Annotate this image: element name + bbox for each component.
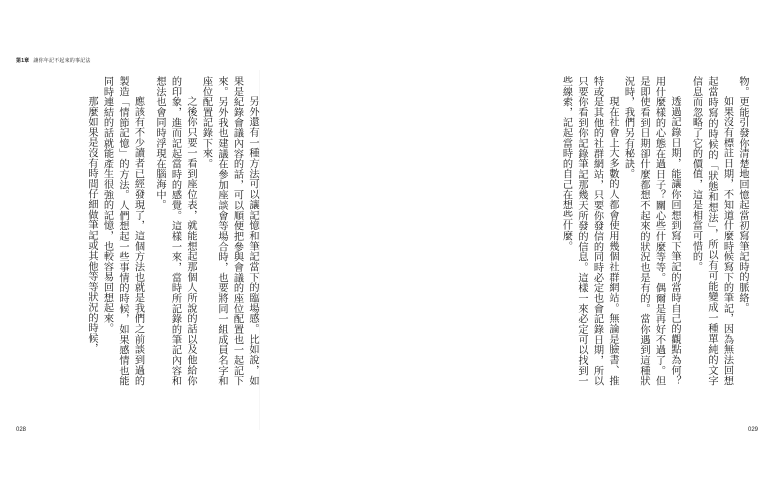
paragraph: 物。更能引發你清楚地回憶起當初寫筆記時的脈絡。 [737,76,748,313]
running-head [16,57,91,64]
right-page-text [552,76,750,386]
paragraph: 如果沒有標註日期，不知道什麼時候寫下的筆記，因為無法回想起當時寫的時候的「狀態和想法」，所以有可能變成一種單純的文字信息而忽略了它的價值，這是相當可惜的。 [690,76,733,386]
paragraph: 之後你只要一看到座位表，就能想起那個人所說的話以及他給你的印象，進而記起當時的感覺。這樣一來，當時所記錄的筆記內容和想法也會同時浮現在腦海中。 [154,76,196,386]
paragraph: 現在社會上大多數的人都會使用幾個社群網站。無論是臉書、推特或是其他的社群網站，只要你發信的同時必定也會記錄日期，所以只要你看到你記錄筆記那幾天所發的信息。這樣一來必定可以找到一些線索，記起當時的自己在想些什麼。 [560,76,618,386]
left-page [0,0,260,500]
running-head-title: 讓你年記不起來的事記法 [33,58,91,64]
paragraph: 透過記錄日期，能讓你回想到寫下筆記的當時自己的觀點為何？用什麼樣的心態在過日子？關心些什麼等等。偶爾是再好不過了。但是即使看到日期卻什麼都想不起來的狀況也是有的。當你遇到這種狀況時，我們另有秘訣。 [622,76,680,386]
running-head-part: 第1章 [16,58,30,64]
left-page-text [86,76,260,386]
paragraph-spacer [146,76,152,386]
right-page [260,0,758,500]
page-number-left: 028 [16,427,27,433]
paragraph: 應該有不少讀者已經發現了，這個方法也就是我們之前談到過的製造「情節記憶」的方法。人們想起一些事情的時候，如果感情也能同時連結的話就能產生很強的記憶，也較容易回想起來。 [101,76,144,386]
page-number-right: 029 [748,427,758,433]
paragraph: 另外還有一種方法可以讓記憶和筆記當下的臨場感。比如說，如果是紀錄會議內容的話，可以順便把參與會議的座位配置也一起記下來。另外我也建議在參加座談會等場合時，也要將同一組成員名字和座位配置記錄下來。 [200,76,258,386]
paragraph: 那麼如果是沒有時間仔細做筆記或其他等等狀況的時候， [86,96,97,354]
